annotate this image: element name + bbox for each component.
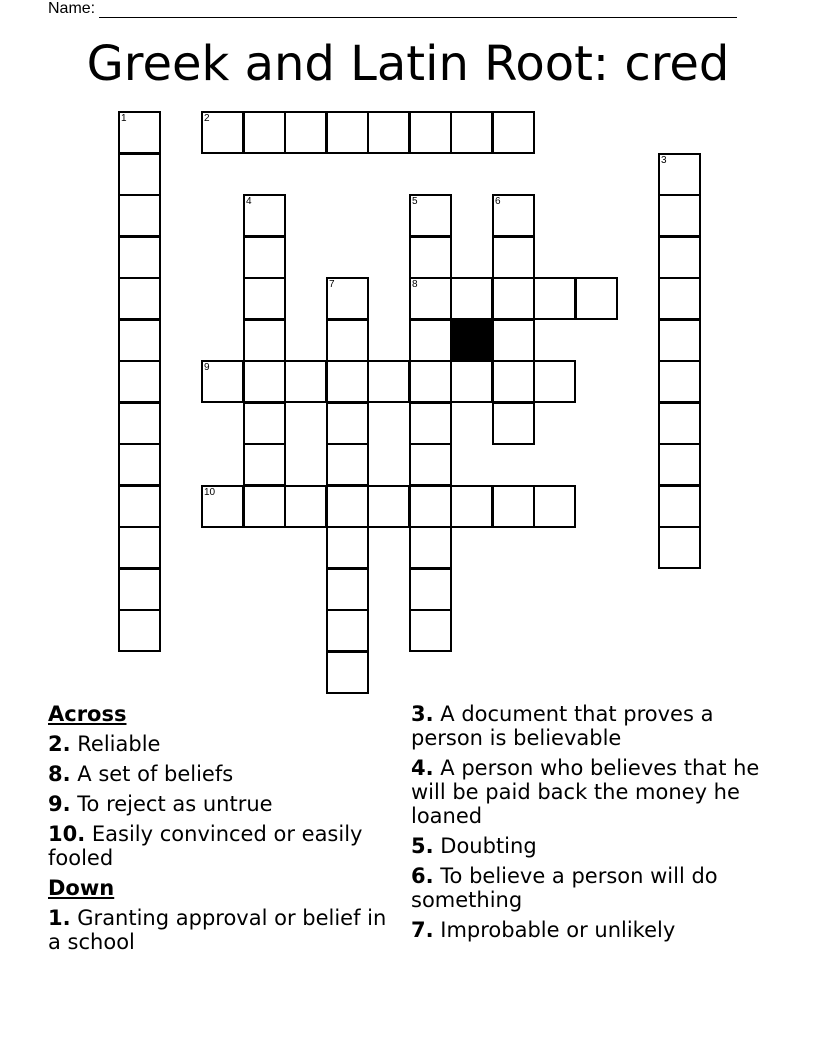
grid-cell[interactable]	[326, 526, 369, 569]
name-label: Name:	[48, 0, 96, 17]
clue-text: A person who believes that he will be paid back the money he loaned	[411, 756, 760, 828]
grid-cell[interactable]	[409, 236, 452, 279]
grid-cell[interactable]	[118, 568, 161, 611]
page-title: Greek and Latin Root: cred	[86, 36, 730, 92]
grid-cell[interactable]	[658, 194, 701, 237]
clue-down-4	[411, 756, 771, 828]
grid-cell[interactable]	[118, 319, 161, 362]
clue-across-2	[48, 732, 388, 756]
grid-cell[interactable]	[409, 443, 452, 486]
clue-number: 10.	[48, 822, 86, 846]
clue-text: Granting approval or belief in a school	[48, 906, 387, 954]
grid-cell[interactable]	[658, 485, 701, 528]
clue-across-9	[48, 792, 388, 816]
name-field	[48, 0, 737, 18]
grid-cell[interactable]	[409, 402, 452, 445]
clue-number: 5.	[411, 834, 434, 858]
grid-cell[interactable]	[201, 111, 244, 154]
grid-cell[interactable]	[118, 277, 161, 320]
grid-cell[interactable]	[243, 360, 286, 403]
grid-cell[interactable]	[326, 609, 369, 652]
grid-cell[interactable]	[243, 194, 286, 237]
grid-cell[interactable]	[243, 236, 286, 279]
name-blank-line[interactable]	[99, 2, 737, 18]
grid-cell[interactable]	[409, 568, 452, 611]
clue-number: 3.	[411, 702, 434, 726]
clue-across-8	[48, 762, 388, 786]
grid-cell[interactable]	[243, 111, 286, 154]
grid-cell[interactable]	[367, 360, 410, 403]
grid-cell[interactable]	[409, 609, 452, 652]
grid-cell[interactable]	[118, 402, 161, 445]
clue-number: 9.	[48, 792, 71, 816]
grid-cell[interactable]	[326, 651, 369, 694]
clue-down-5	[411, 834, 771, 858]
clues-column-left	[48, 702, 388, 960]
grid-cell[interactable]	[492, 194, 535, 237]
across-heading: Across	[48, 702, 127, 726]
cell-number: 9	[204, 362, 210, 373]
clue-down-7	[411, 918, 771, 942]
grid-cell[interactable]	[118, 111, 161, 154]
grid-cell[interactable]	[658, 526, 701, 569]
cell-number: 8	[412, 279, 418, 290]
clue-text: To believe a person will do something	[411, 864, 718, 912]
clue-number: 1.	[48, 906, 71, 930]
clue-number: 7.	[411, 918, 434, 942]
clue-down-1	[48, 906, 388, 954]
cell-number: 7	[329, 279, 335, 290]
black-square	[450, 319, 493, 362]
grid-cell[interactable]	[658, 402, 701, 445]
clue-text: A document that proves a person is believable	[411, 702, 714, 750]
clue-across-10	[48, 822, 388, 870]
grid-cell[interactable]	[118, 609, 161, 652]
clue-text: Doubting	[440, 834, 537, 858]
grid-cell[interactable]	[492, 236, 535, 279]
grid-cell[interactable]	[243, 402, 286, 445]
clue-text: Improbable or unlikely	[440, 918, 676, 942]
grid-cell[interactable]	[450, 277, 493, 320]
cell-number: 2	[204, 113, 210, 124]
grid-cell[interactable]	[367, 111, 410, 154]
grid-cell[interactable]	[658, 319, 701, 362]
grid-cell[interactable]	[326, 277, 369, 320]
grid-cell[interactable]	[118, 526, 161, 569]
grid-cell[interactable]	[409, 277, 452, 320]
clue-text: Easily convinced or easily fooled	[48, 822, 363, 870]
grid-cell[interactable]	[284, 360, 327, 403]
grid-cell[interactable]	[409, 360, 452, 403]
grid-cell[interactable]	[284, 111, 327, 154]
grid-cell[interactable]	[575, 277, 618, 320]
grid-cell[interactable]	[201, 485, 244, 528]
grid-cell[interactable]	[326, 443, 369, 486]
grid-cell[interactable]	[201, 360, 244, 403]
clue-text: A set of beliefs	[77, 762, 234, 786]
grid-cell[interactable]	[118, 153, 161, 196]
grid-cell[interactable]	[658, 360, 701, 403]
grid-cell[interactable]	[326, 568, 369, 611]
grid-cell[interactable]	[450, 485, 493, 528]
grid-cell[interactable]	[492, 485, 535, 528]
clue-down-6	[411, 864, 771, 912]
grid-cell[interactable]	[409, 485, 452, 528]
grid-cell[interactable]	[243, 319, 286, 362]
grid-cell[interactable]	[533, 277, 576, 320]
grid-cell[interactable]	[409, 319, 452, 362]
clue-number: 2.	[48, 732, 71, 756]
grid-cell[interactable]	[658, 443, 701, 486]
clue-text: Reliable	[77, 732, 161, 756]
grid-cell[interactable]	[243, 443, 286, 486]
grid-cell[interactable]	[118, 485, 161, 528]
cell-number: 1	[121, 113, 127, 124]
grid-cell[interactable]	[533, 485, 576, 528]
grid-cell[interactable]	[492, 402, 535, 445]
grid-cell[interactable]	[326, 319, 369, 362]
grid-cell[interactable]	[284, 485, 327, 528]
grid-cell[interactable]	[118, 360, 161, 403]
grid-cell[interactable]	[409, 526, 452, 569]
clue-down-3	[411, 702, 771, 750]
grid-cell[interactable]	[492, 360, 535, 403]
grid-cell[interactable]	[492, 277, 535, 320]
grid-cell[interactable]	[658, 236, 701, 279]
cell-number: 10	[204, 487, 216, 498]
grid-cell[interactable]	[450, 111, 493, 154]
grid-cell[interactable]	[243, 485, 286, 528]
grid-cell[interactable]	[326, 485, 369, 528]
grid-cell[interactable]	[326, 360, 369, 403]
grid-cell[interactable]	[409, 194, 452, 237]
grid-cell[interactable]	[118, 194, 161, 237]
grid-cell[interactable]	[492, 319, 535, 362]
grid-cell[interactable]	[367, 485, 410, 528]
grid-cell[interactable]	[533, 360, 576, 403]
clue-number: 8.	[48, 762, 71, 786]
grid-cell[interactable]	[118, 236, 161, 279]
down-heading: Down	[48, 876, 115, 900]
clue-number: 4.	[411, 756, 434, 780]
cell-number: 5	[412, 196, 418, 207]
cell-number: 4	[246, 196, 252, 207]
grid-cell[interactable]	[409, 111, 452, 154]
grid-cell[interactable]	[658, 153, 701, 196]
grid-cell[interactable]	[450, 360, 493, 403]
cell-number: 6	[495, 196, 501, 207]
grid-cell[interactable]	[326, 111, 369, 154]
cell-number: 3	[661, 155, 667, 166]
clue-number: 6.	[411, 864, 434, 888]
clue-text: To reject as untrue	[77, 792, 273, 816]
grid-cell[interactable]	[243, 277, 286, 320]
grid-cell[interactable]	[326, 402, 369, 445]
clues-column-right	[411, 702, 771, 948]
grid-cell[interactable]	[658, 277, 701, 320]
grid-cell[interactable]	[492, 111, 535, 154]
grid-cell[interactable]	[118, 443, 161, 486]
